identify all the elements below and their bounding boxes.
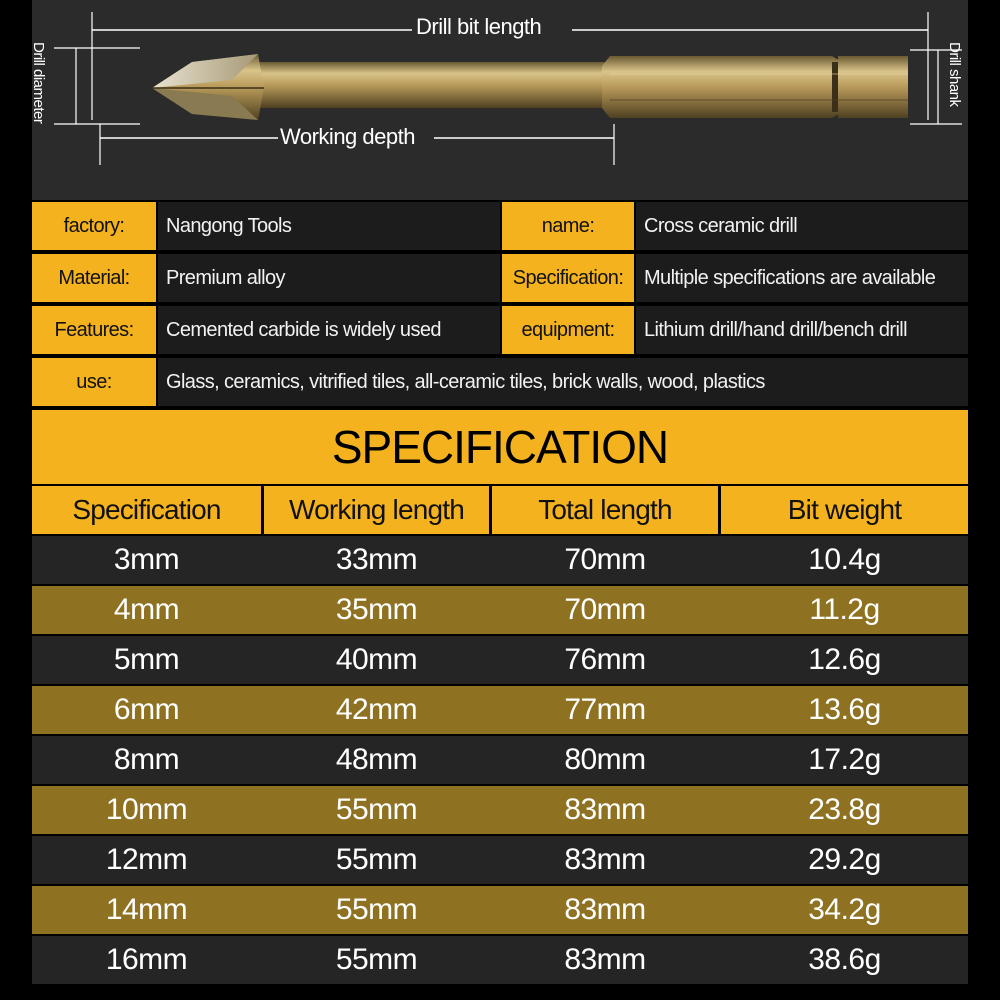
cell-specification: 3mm xyxy=(113,543,180,576)
cell-working-length: 55mm xyxy=(335,793,418,826)
cell-total-length: 77mm xyxy=(564,693,646,726)
cell-working-length: 55mm xyxy=(335,943,418,976)
table-row xyxy=(32,636,968,684)
cell-total-length: 76mm xyxy=(564,643,646,676)
factory-label: factory: xyxy=(32,202,156,250)
cell-bit-weight: 34.2g xyxy=(808,893,881,926)
cell-bit-weight: 17.2g xyxy=(808,743,881,776)
table-row xyxy=(32,936,968,984)
cell-total-length: 83mm xyxy=(564,893,646,926)
cell-specification: 14mm xyxy=(105,893,188,926)
cell-total-length: 70mm xyxy=(564,543,646,576)
cell-working-length: 55mm xyxy=(335,843,418,876)
cell-total-length: 80mm xyxy=(564,743,646,776)
cell-bit-weight: 38.6g xyxy=(808,943,881,976)
features-label: Features: xyxy=(32,306,156,354)
features-value: Cemented carbide is widely used xyxy=(158,306,500,354)
cell-total-length: 83mm xyxy=(564,843,646,876)
table-row xyxy=(32,836,968,884)
table-row xyxy=(32,736,968,784)
cell-specification: 4mm xyxy=(113,593,180,626)
specification-title: SPECIFICATION xyxy=(32,410,968,484)
cell-specification: 16mm xyxy=(105,943,188,976)
drill-bit-length-label: Drill bit length xyxy=(416,14,542,39)
header-bit-weight: Bit weight xyxy=(721,486,968,534)
cell-bit-weight: 29.2g xyxy=(808,843,881,876)
cell-working-length: 35mm xyxy=(335,593,418,626)
cell-total-length: 70mm xyxy=(564,593,646,626)
name-value: Cross ceramic drill xyxy=(636,202,968,250)
drill-shank-label: Drill shank xyxy=(946,42,963,107)
cell-bit-weight: 10.4g xyxy=(808,543,881,576)
equipment-value: Lithium drill/hand drill/bench drill xyxy=(636,306,968,354)
specification-value: Multiple specifications are available xyxy=(636,254,968,302)
use-value: Glass, ceramics, vitrified tiles, all-ceramic tiles, brick walls, wood, plastics xyxy=(158,358,968,406)
name-label: name: xyxy=(502,202,634,250)
cell-total-length: 83mm xyxy=(564,943,646,976)
cell-total-length: 83mm xyxy=(564,793,646,826)
drill-diagram xyxy=(32,0,968,200)
cell-specification: 12mm xyxy=(105,843,188,876)
cell-specification: 8mm xyxy=(113,743,180,776)
cell-bit-weight: 13.6g xyxy=(808,693,881,726)
table-row xyxy=(32,536,968,584)
header-working-length: Working length xyxy=(264,486,489,534)
material-label: Material: xyxy=(32,254,156,302)
working-depth-label: Working depth xyxy=(280,124,415,149)
cell-specification: 10mm xyxy=(105,793,188,826)
cell-working-length: 40mm xyxy=(335,643,418,676)
table-row xyxy=(32,686,968,734)
equipment-label: equipment: xyxy=(502,306,634,354)
header-specification: Specification xyxy=(32,486,261,534)
cell-working-length: 48mm xyxy=(335,743,418,776)
specification-label: Specification: xyxy=(502,254,634,302)
cell-working-length: 55mm xyxy=(335,893,418,926)
table-row xyxy=(32,886,968,934)
cell-working-length: 42mm xyxy=(335,693,418,726)
table-row xyxy=(32,586,968,634)
drill-diameter-label: Drill diameter xyxy=(30,42,47,124)
factory-value: Nangong Tools xyxy=(158,202,500,250)
cell-bit-weight: 23.8g xyxy=(808,793,881,826)
material-value: Premium alloy xyxy=(158,254,500,302)
header-total-length: Total length xyxy=(492,486,718,534)
cell-working-length: 33mm xyxy=(335,543,418,576)
cell-specification: 5mm xyxy=(113,643,180,676)
table-row xyxy=(32,786,968,834)
cell-bit-weight: 11.2g xyxy=(809,593,880,626)
use-label: use: xyxy=(32,358,156,406)
cell-bit-weight: 12.6g xyxy=(808,643,881,676)
cell-specification: 6mm xyxy=(113,693,180,726)
product-info-table xyxy=(32,200,968,408)
